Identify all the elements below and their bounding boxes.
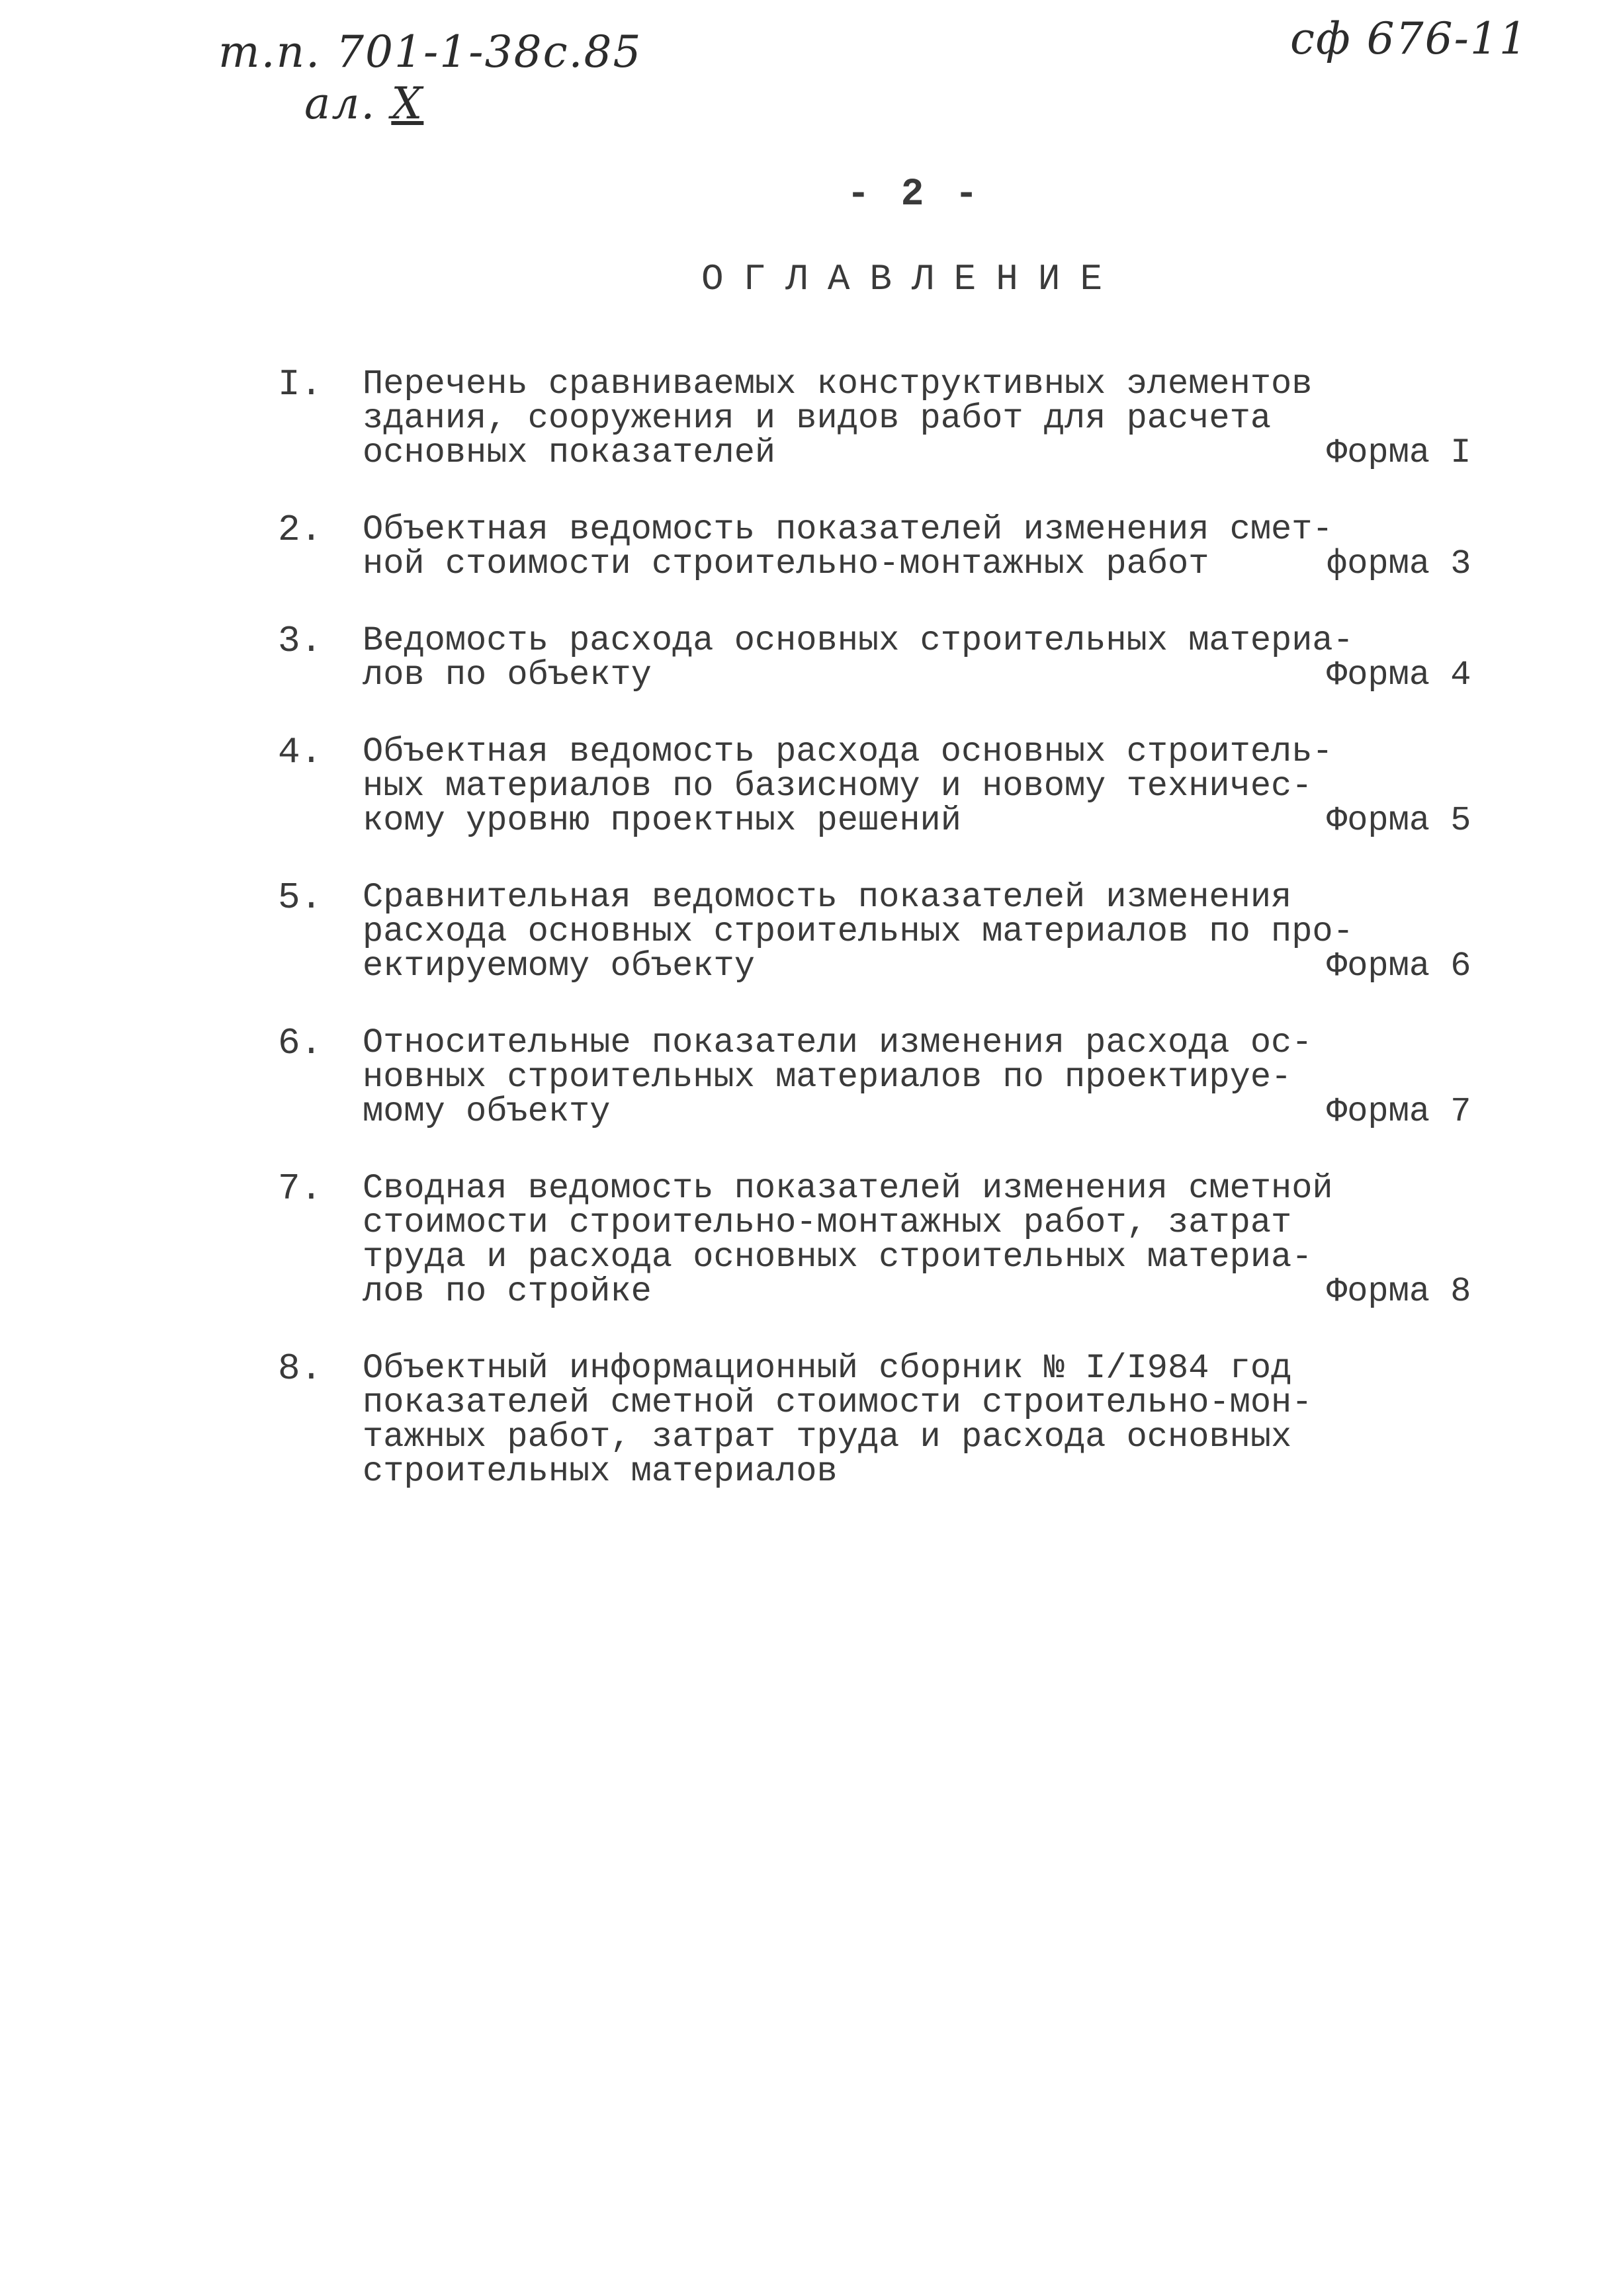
toc-entry-form-ref: Форма 7 [1327,1092,1471,1131]
handwritten-project-code: т.п. 701-1-38с.85 [218,26,642,77]
toc-entry-form-ref: Форма 8 [1327,1272,1471,1311]
toc-entry [278,876,1489,986]
toc-entry [278,620,1489,695]
toc-entry-line: строительных материалов [363,1452,838,1491]
toc-entry-line: основных показателей [363,433,776,472]
toc-entry-line: Ведомость расхода основных строительных материа- [363,621,1354,660]
toc-title: ОГЛАВЛЕНИЕ [701,258,1123,300]
toc-entry-number: 4. [278,731,323,773]
toc-entry-line: Перечень сравниваемых конструктивных элементов [363,364,1313,404]
toc-entry-line: здания, сооружения и видов работ для расчета [363,399,1272,438]
toc-entry-line: ных материалов по базисному и новому техничес- [363,767,1313,806]
toc-entry-line: Объектная ведомость показателей изменения смет- [363,510,1333,549]
toc-entry-text [363,1351,1342,1489]
toc-entry-text [363,364,1342,472]
toc-entry-number: 8. [278,1347,323,1390]
toc-entry-text [363,510,1342,583]
page-number: - 2 - [847,173,982,216]
toc-entry-number: 6. [278,1022,323,1064]
toc-entry-number: 5. [278,876,323,919]
album-mark: Х [391,78,424,129]
toc-entry-line: расхода основных строительных материалов по про- [363,912,1354,951]
toc-entry-number: 2. [278,509,323,551]
toc-entry-form-ref: Форма 5 [1327,801,1471,840]
toc-entry-form-ref: Форма I [1327,433,1471,472]
toc-entry-line: лов по объекту [363,656,652,695]
toc-entry-line: кому уровню проектных решений [363,801,961,840]
toc-entry-form-ref: Форма 4 [1327,656,1471,695]
toc-entry-text [363,1171,1342,1309]
toc-entry-line: мому объекту [363,1092,611,1131]
toc-entry-line: ектируемому объекту [363,947,755,986]
toc-entry-text [363,1023,1342,1131]
toc-entry-number: 7. [278,1168,323,1210]
toc-entry [278,509,1489,583]
toc-entry-number: I. [278,363,323,405]
toc-entry [278,731,1489,840]
toc-entry-line: Объектный информационный сборник № I/I984 год [363,1349,1292,1388]
handwritten-album-number [304,78,423,129]
toc-entry-line: Сводная ведомость показателей изменения сметной [363,1169,1333,1208]
toc-entry-text [363,732,1342,840]
toc-entry-text [363,621,1354,695]
album-prefix: ал. [304,78,392,129]
table-of-contents [278,363,1489,1531]
toc-entry-line: Сравнительная ведомость показателей изменения [363,878,1292,917]
toc-entry-line: новных строительных материалов по проектируе- [363,1058,1292,1097]
toc-entry-line: Относительные показатели изменения расхода ос- [363,1023,1313,1062]
toc-entry-line: Объектная ведомость расхода основных строитель- [363,732,1333,771]
toc-entry-line: лов по стройке [363,1272,652,1311]
handwritten-archive-code: сф 676-11 [1290,13,1528,64]
toc-entry [278,363,1489,472]
toc-entry-line: труда и расхода основных строительных материа- [363,1238,1313,1277]
toc-entry-form-ref: Форма 6 [1327,947,1471,986]
toc-entry [278,1347,1489,1491]
toc-entry-form-ref: форма 3 [1327,544,1471,583]
toc-entry [278,1168,1489,1311]
toc-entry-number: 3. [278,620,323,662]
toc-entry-line: показателей сметной стоимости строительно-мон- [363,1383,1313,1422]
toc-entry-line: ной стоимости строительно-монтажных работ [363,544,1209,583]
toc-entry-line: стоимости строительно-монтажных работ, затрат [363,1203,1292,1242]
toc-entry-line: тажных работ, затрат труда и расхода основных [363,1418,1292,1457]
toc-entry [278,1022,1489,1131]
toc-entry-text [363,878,1354,986]
